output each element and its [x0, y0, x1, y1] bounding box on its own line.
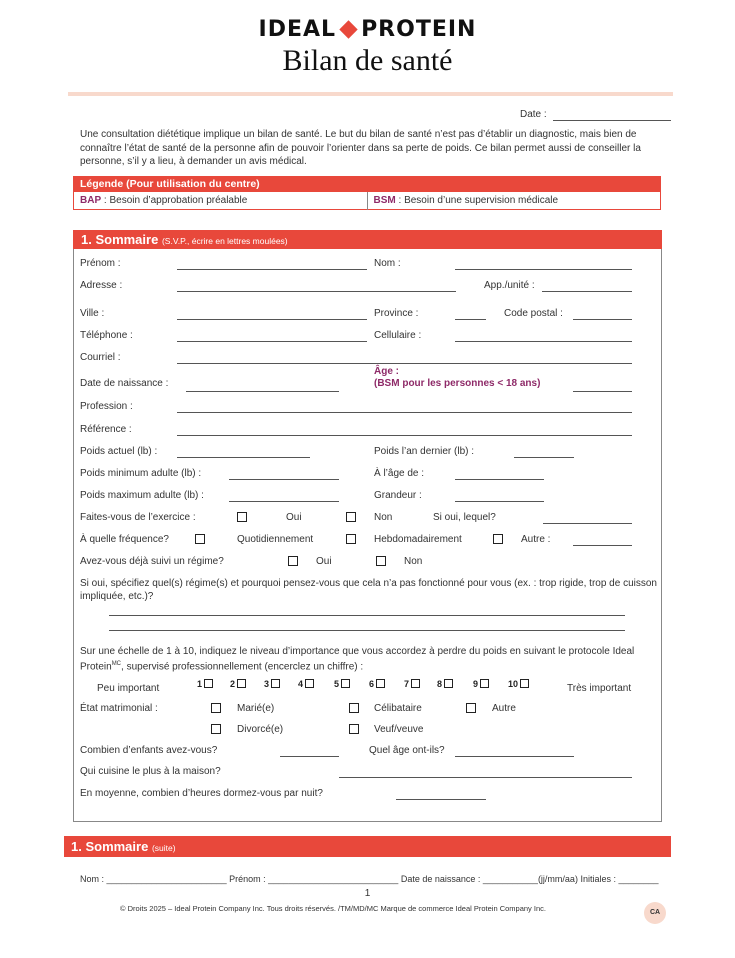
regime-detail-question: Si oui, spécifiez quel(s) régime(s) et pourquoi pensez-vous que cela n’a pas fonctionné pour vous (ex. : trop rigide, trop de cuisson impliquée, etc.)? — [80, 578, 657, 602]
exercice-lequel-field[interactable] — [543, 523, 632, 524]
code-postal-field[interactable] — [573, 319, 632, 320]
quotidien-label: Quotidiennement — [237, 534, 314, 545]
summary-continued-subtitle: (suite) — [151, 843, 176, 853]
logo-right-word: PROTEIN — [361, 17, 477, 42]
poids-actuel-label: Poids actuel (lb) : — [80, 446, 158, 457]
adresse-label: Adresse : — [80, 280, 123, 291]
veuf-label: Veuf/veuve — [374, 724, 424, 735]
exercice-non-checkbox[interactable] — [346, 512, 356, 522]
summary-continued-header — [64, 836, 671, 857]
etat-label: État matrimonial : — [80, 703, 158, 714]
scale-number-8: 8 — [437, 679, 443, 689]
scale-number-2: 2 — [230, 679, 236, 689]
scale-number-6: 6 — [369, 679, 375, 689]
prenom-label: Prénom : — [80, 258, 121, 269]
regime-non-checkbox[interactable] — [376, 556, 386, 566]
echelle-q2a: Ideal Protein — [80, 646, 635, 673]
country-badge: CA — [644, 902, 666, 924]
exercice-label: Faites-vous de l’exercice : — [80, 512, 196, 523]
echelle-mc: MC — [111, 661, 122, 667]
legend-box — [73, 176, 661, 210]
divorce-label: Divorcé(e) — [237, 724, 284, 735]
reference-label: Référence : — [80, 424, 132, 435]
page-number: 1 — [364, 888, 371, 899]
hebdo-label: Hebdomadairement — [374, 534, 462, 545]
summary-title: 1. Sommaire — [81, 232, 159, 247]
poids-an-dernier-label: Poids l’an dernier (lb) : — [374, 446, 475, 457]
sommeil-label: En moyenne, combien d’heures dormez-vous par nuit? — [80, 788, 323, 799]
profession-field[interactable] — [177, 412, 632, 413]
regime-oui-label: Oui — [316, 556, 332, 567]
hebdo-checkbox[interactable] — [346, 534, 356, 544]
scale-checkbox-7[interactable] — [411, 679, 420, 688]
legend-bap-text: : Besoin d’approbation préalable — [101, 195, 248, 206]
naissance-field[interactable] — [186, 391, 339, 392]
scale-checkbox-2[interactable] — [237, 679, 246, 688]
autre-etat-label: Autre — [492, 703, 516, 714]
poids-max-field[interactable] — [229, 501, 339, 502]
scale-checkbox-9[interactable] — [480, 679, 489, 688]
summary-subtitle: (S.V.P., écrire en lettres moulées) — [161, 236, 288, 246]
legend-bsm-text: : Besoin d’une supervision médicale — [395, 195, 559, 206]
celibataire-checkbox[interactable] — [349, 703, 359, 713]
regime-non-label: Non — [404, 556, 423, 567]
quel-age-field[interactable] — [455, 756, 574, 757]
legend-bap-code: BAP — [80, 195, 102, 206]
scale-checkbox-1[interactable] — [204, 679, 213, 688]
naissance-label: Date de naissance : — [80, 378, 169, 389]
age-field[interactable] — [573, 391, 632, 392]
poids-min-label: Poids minimum adulte (lb) : — [80, 468, 202, 479]
profession-label: Profession : — [80, 401, 133, 412]
scale-number-3: 3 — [264, 679, 270, 689]
footer-nom: Nom : ________________________ — [80, 874, 227, 884]
courriel-label: Courriel : — [80, 352, 121, 363]
frequence-label: À quelle fréquence? — [80, 534, 169, 545]
celibataire-label: Célibataire — [374, 703, 422, 714]
divorce-checkbox[interactable] — [211, 724, 221, 734]
logo-left-word: IDEAL — [258, 17, 337, 42]
marie-label: Marié(e) — [237, 703, 275, 714]
legend-bsm — [367, 192, 661, 210]
date-label: Date : — [520, 109, 547, 120]
cuisine-label: Qui cuisine le plus à la maison? — [80, 766, 221, 777]
legend-bsm-code: BSM — [373, 195, 396, 206]
province-label: Province : — [374, 308, 419, 319]
poids-actuel-field[interactable] — [177, 457, 310, 458]
quel-age-label: Quel âge ont-ils? — [369, 745, 445, 756]
veuf-checkbox[interactable] — [349, 724, 359, 734]
regime-detail-line-2[interactable] — [109, 630, 625, 631]
cellulaire-label: Cellulaire : — [374, 330, 422, 341]
echelle-question — [80, 645, 660, 673]
legend-row — [74, 192, 660, 210]
scale-number-10: 10 — [508, 679, 519, 689]
code-postal-label: Code postal : — [504, 308, 563, 319]
summary-section-header — [73, 230, 662, 249]
scale-number-1: 1 — [197, 679, 203, 689]
cellulaire-field[interactable] — [455, 341, 632, 342]
legend-bap — [74, 192, 367, 210]
courriel-field[interactable] — [177, 363, 632, 364]
scale-checkbox-3[interactable] — [271, 679, 280, 688]
autre-freq-field[interactable] — [573, 545, 632, 546]
scale-number-9: 9 — [473, 679, 479, 689]
intro-text: Une consultation diététique implique un bilan de santé. Le but du bilan de santé n’est pas d’établir un diagnostic, mais bien de connaître l’état de santé de la personne afin de pouvoir l’orienter dans sa perte de poids. Ce bilan permet aussi de conseiller la personne, s’il y a lieu, à demander un avis médical. — [80, 129, 641, 167]
date-field[interactable] — [553, 120, 671, 121]
ville-field[interactable] — [177, 319, 367, 320]
exercice-oui-checkbox[interactable] — [237, 512, 247, 522]
page-title: Bilan de santé — [282, 44, 453, 77]
autre-freq-checkbox[interactable] — [493, 534, 503, 544]
scale-number-4: 4 — [298, 679, 304, 689]
reference-field[interactable] — [177, 435, 632, 436]
quotidien-checkbox[interactable] — [195, 534, 205, 544]
scale-checkbox-4[interactable] — [305, 679, 314, 688]
cuisine-field[interactable] — [339, 777, 632, 778]
app-field[interactable] — [542, 291, 632, 292]
logo — [0, 17, 735, 42]
age-de-field[interactable] — [455, 479, 544, 480]
exercice-non-label: Non — [374, 512, 393, 523]
scale-checkbox-10[interactable] — [520, 679, 529, 688]
scale-checkbox-6[interactable] — [376, 679, 385, 688]
scale-number-7: 7 — [404, 679, 410, 689]
age-de-label: À l’âge de : — [374, 468, 425, 479]
telephone-label: Téléphone : — [80, 330, 133, 341]
scale-number-5: 5 — [334, 679, 340, 689]
grandeur-field[interactable] — [455, 501, 544, 502]
footer-initiales: Initiales : ________ — [580, 874, 659, 884]
poids-min-field[interactable] — [229, 479, 339, 480]
nom-field[interactable] — [455, 269, 632, 270]
marie-checkbox[interactable] — [211, 703, 221, 713]
peu-important-label: Peu important — [97, 683, 160, 694]
age-label: Âge : — [374, 366, 399, 377]
autre-freq-label: Autre : — [521, 534, 551, 545]
regime-oui-checkbox[interactable] — [288, 556, 298, 566]
age-note: (BSM pour les personnes < 18 ans) — [374, 378, 541, 389]
nom-label: Nom : — [374, 258, 401, 269]
app-label: App./unité : — [484, 280, 535, 291]
footer-identity-row — [80, 874, 659, 884]
poids-an-dernier-field[interactable] — [514, 457, 574, 458]
sommeil-field[interactable] — [396, 799, 486, 800]
summary-continued-title: 1. Sommaire — [71, 839, 149, 854]
scale-checkbox-8[interactable] — [444, 679, 453, 688]
telephone-field[interactable] — [177, 341, 367, 342]
ville-label: Ville : — [80, 308, 105, 319]
enfants-label: Combien d’enfants avez-vous? — [80, 745, 218, 756]
regime-label: Avez-vous déjà suivi un régime? — [80, 556, 224, 567]
province-field[interactable] — [455, 319, 486, 320]
prenom-field[interactable] — [177, 269, 367, 270]
grandeur-label: Grandeur : — [374, 490, 422, 501]
exercice-oui-label: Oui — [286, 512, 302, 523]
footer-prenom: Prénom : __________________________ — [229, 874, 399, 884]
si-oui-lequel-label: Si oui, lequel? — [433, 512, 496, 523]
adresse-field[interactable] — [177, 291, 456, 292]
autre-etat-checkbox[interactable] — [466, 703, 476, 713]
poids-max-label: Poids maximum adulte (lb) : — [80, 490, 204, 501]
legend-title: Légende (Pour utilisation du centre) — [74, 177, 660, 192]
logo-diamond-icon — [339, 20, 357, 38]
copyright: © Droits 2025 – Ideal Protein Company Inc. Tous droits réservés. /TM/MD/MC Marque de commerce Ideal Protein Company Inc. — [120, 904, 546, 913]
echelle-q1: Sur une échelle de 1 à 10, indiquez le niveau d’importance que vous accordez à perdre du poids en suivant le protocole — [80, 646, 610, 657]
scale-checkbox-5[interactable] — [341, 679, 350, 688]
regime-detail-line-1[interactable] — [109, 615, 625, 616]
footer-naissance: Date de naissance : ___________(jj/mm/aa) — [400, 874, 578, 884]
enfants-field[interactable] — [280, 756, 339, 757]
header-divider — [68, 92, 673, 96]
tres-important-label: Très important — [567, 683, 632, 694]
echelle-q2b: , supervisé professionnellement (encerclez un chiffre) : — [121, 661, 364, 673]
